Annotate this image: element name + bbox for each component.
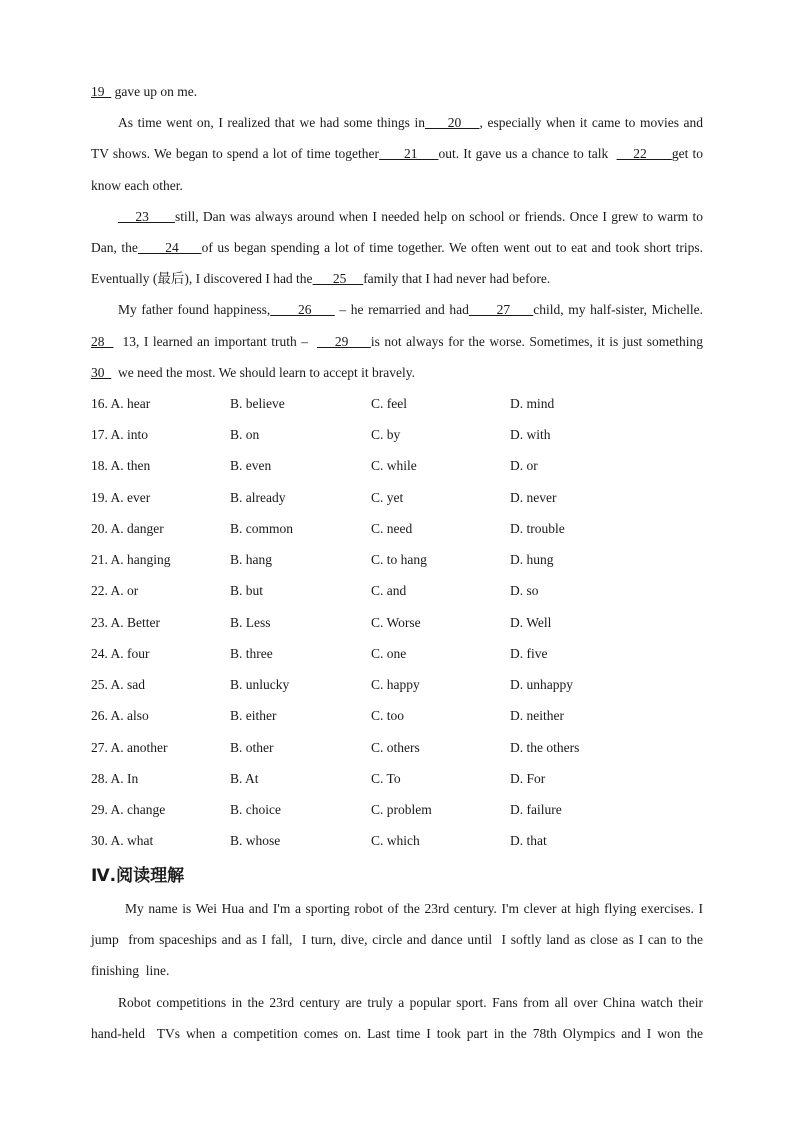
- option-c: C. which: [371, 833, 420, 849]
- options-list: [91, 388, 703, 857]
- passage-line: [91, 357, 703, 388]
- passage-line: [91, 138, 703, 169]
- option-b: B. choice: [230, 802, 281, 818]
- option-a: 18. A. then: [91, 458, 151, 474]
- option-c: C. by: [371, 427, 401, 443]
- option-d: D. the others: [510, 739, 580, 755]
- section-title: Ⅳ.阅读理解: [91, 865, 185, 886]
- passage-text: Dan, the: [91, 239, 138, 255]
- option-row: [91, 794, 703, 825]
- passage-line: [91, 107, 703, 138]
- option-a: 19. A. ever: [91, 489, 151, 505]
- option-c: C. Worse: [371, 614, 421, 630]
- passage-line: [91, 326, 703, 357]
- option-d: D. or: [510, 458, 538, 474]
- reading-line: My name is Wei Hua and I'm a sporting robot of the 23rd century. I'm clever at high flying exercises. I: [125, 900, 703, 916]
- blank-21: 21: [379, 146, 439, 162]
- passage-text: , especially when it came to movies and: [479, 115, 703, 131]
- passage-text: know each other.: [91, 177, 183, 193]
- option-c: C. one: [371, 645, 407, 661]
- blank-24: 24: [137, 239, 202, 255]
- option-d: D. unhappy: [510, 677, 573, 693]
- option-b: B. three: [230, 645, 273, 661]
- option-d: D. hung: [510, 552, 554, 568]
- option-d: D. Well: [510, 614, 552, 630]
- passage-text: TV shows. We began to spend a lot of time together: [91, 146, 379, 162]
- option-b: B. unlucky: [230, 677, 290, 693]
- passage-text: of us began spending a lot of time together. We often went out to eat and took short trips.: [201, 239, 703, 255]
- option-b: B. Less: [230, 614, 271, 630]
- option-b: B. common: [230, 520, 293, 536]
- passage-line: [91, 76, 703, 107]
- passage-line: [91, 294, 703, 325]
- option-a: 24. A. four: [91, 645, 150, 661]
- passage-text: My father found happiness,: [118, 302, 271, 318]
- option-a: 29. A. change: [91, 802, 166, 818]
- option-d: D. mind: [510, 395, 555, 411]
- option-row: [91, 419, 703, 450]
- passage-text: 13, I learned an important truth –: [113, 333, 317, 349]
- option-c: C. to hang: [371, 552, 427, 568]
- option-c: C. need: [371, 520, 413, 536]
- option-d: D. never: [510, 489, 557, 505]
- passage-text: child, my half-sister, Michelle.: [533, 302, 703, 318]
- blank-29: 29: [316, 333, 371, 349]
- blank-27: 27: [468, 302, 534, 318]
- option-c: C. yet: [371, 489, 404, 505]
- blank-28: 28: [91, 333, 114, 349]
- option-b: B. other: [230, 739, 274, 755]
- option-row: [91, 513, 703, 544]
- passage-text: – he remarried and had: [334, 302, 469, 318]
- option-c: C. To: [371, 770, 401, 786]
- option-a: 21. A. hanging: [91, 552, 171, 568]
- option-b: B. At: [230, 770, 259, 786]
- option-b: B. already: [230, 489, 286, 505]
- option-c: C. and: [371, 583, 407, 599]
- passage-text: family that I had never had before.: [363, 271, 551, 287]
- option-d: D. with: [510, 427, 551, 443]
- blank-23: 23: [118, 208, 175, 224]
- option-b: B. but: [230, 583, 264, 599]
- option-d: D. trouble: [510, 520, 565, 536]
- option-b: B. believe: [230, 395, 285, 411]
- option-row: [91, 669, 703, 700]
- document-page: [91, 76, 703, 1049]
- reading-line: hand-held TVs when a competition comes on. Last time I took part in the 78th Olympics and I won the: [91, 1025, 703, 1041]
- reading-line: Robot competitions in the 23rd century are truly a popular sport. Fans from all over China watch their: [118, 994, 703, 1010]
- reading-line: jump from spaceships and as I fall, I turn, dive, circle and dance until I softly land as close as I can to the: [91, 931, 703, 947]
- option-b: B. hang: [230, 552, 272, 568]
- option-a: 16. A. hear: [91, 395, 151, 411]
- option-d: D. five: [510, 645, 548, 661]
- passage-line: [91, 263, 703, 294]
- reading-passage: [91, 893, 703, 1049]
- option-row: [91, 482, 703, 513]
- option-d: D. so: [510, 583, 539, 599]
- option-a: 20. A. danger: [91, 520, 164, 536]
- option-b: B. even: [230, 458, 272, 474]
- option-row: [91, 763, 703, 794]
- option-d: D. For: [510, 770, 546, 786]
- passage-line: [91, 201, 703, 232]
- passage-text: we need the most. We should learn to accept it bravely.: [111, 364, 415, 380]
- passage-text: still, Dan was always around when I needed help on school or friends. Once I grew to warm to: [174, 208, 704, 224]
- option-a: 17. A. into: [91, 427, 149, 443]
- passage-text: out. It gave us a chance to talk: [438, 146, 617, 162]
- option-row: [91, 732, 703, 763]
- option-c: C. feel: [371, 395, 407, 411]
- option-row: [91, 638, 703, 669]
- option-row: [91, 607, 703, 638]
- option-c: C. while: [371, 458, 417, 474]
- blank-25: 25: [312, 271, 364, 287]
- blank-19: 19: [91, 84, 112, 99]
- option-a: 26. A. also: [91, 708, 149, 724]
- option-row: [91, 388, 703, 419]
- option-a: 30. A. what: [91, 833, 154, 849]
- option-a: 28. A. In: [91, 770, 139, 786]
- option-row: [91, 825, 703, 856]
- blank-30: 30: [91, 364, 112, 380]
- option-c: C. others: [371, 739, 420, 755]
- option-row: [91, 450, 703, 481]
- option-b: B. either: [230, 708, 277, 724]
- option-a: 27. A. another: [91, 739, 168, 755]
- blank-26: 26: [270, 302, 335, 318]
- blank-20: 20: [424, 115, 480, 131]
- passage-text: gave up on me.: [111, 84, 198, 99]
- blank-22: 22: [616, 146, 672, 162]
- passage-line: [91, 232, 703, 263]
- option-c: C. problem: [371, 802, 432, 818]
- option-d: D. that: [510, 833, 547, 849]
- option-c: C. too: [371, 708, 405, 724]
- passage-text: get to: [671, 146, 703, 162]
- passage-text: As time went on, I realized that we had some things in: [118, 115, 425, 131]
- option-c: C. happy: [371, 677, 420, 693]
- option-d: D. failure: [510, 802, 562, 818]
- passage-line: [91, 170, 703, 201]
- passage-text: is not always for the worse. Sometimes, it is just something: [370, 333, 704, 349]
- option-a: 25. A. sad: [91, 677, 145, 693]
- option-row: [91, 700, 703, 731]
- option-a: 22. A. or: [91, 583, 139, 599]
- option-b: B. on: [230, 427, 260, 443]
- option-row: [91, 544, 703, 575]
- option-a: 23. A. Better: [91, 614, 160, 630]
- passage-text: Eventually (最后), I discovered I had the: [91, 271, 313, 287]
- reading-line: finishing line.: [91, 963, 170, 979]
- option-d: D. neither: [510, 708, 564, 724]
- option-row: [91, 575, 703, 606]
- option-b: B. whose: [230, 833, 281, 849]
